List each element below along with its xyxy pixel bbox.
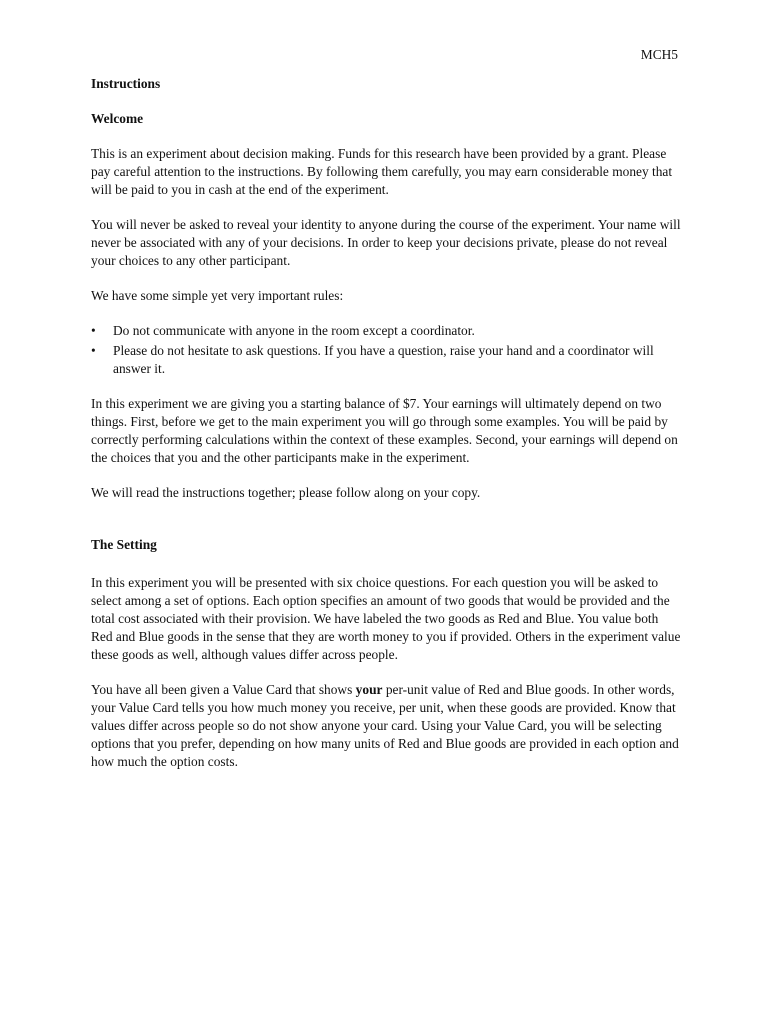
rule-text: Please do not hesitate to ask questions. If you have a question, raise your hand and a coordinator will answer it. — [113, 343, 654, 376]
bullet-icon: • — [91, 343, 96, 358]
value-card-emphasis: your — [355, 682, 383, 697]
document-body — [91, 75, 683, 771]
intro-paragraph: This is an experiment about decision making. Funds for this research have been provided by a grant. Please pay careful attention to the instructions. By following them carefully, you may earn considerable money that will be paid to you in cash at the end of the experiment. — [91, 146, 673, 197]
setting-heading: The Setting — [91, 537, 157, 552]
welcome-heading: Welcome — [91, 111, 144, 126]
read-together-paragraph: We will read the instructions together; please follow along on your copy. — [91, 485, 481, 500]
balance-paragraph: In this experiment we are giving you a starting balance of $7. Your earnings will ultimately depend on two things. First, before we get to the main experiment you will go through some examples. You will be paid by correctly performing calculations within the context of these examples. Second, your earnings will depend on the choices that you and the other participants make in the experiment. — [91, 396, 678, 465]
rule-text: Do not communicate with anyone in the room except a coordinator. — [113, 323, 475, 338]
document-title: Instructions — [91, 76, 161, 91]
document-code: MCH5 — [640, 47, 678, 62]
value-card-text-start: You have all been given a Value Card that shows — [91, 682, 356, 697]
list-item — [91, 342, 683, 378]
value-card-paragraph — [91, 681, 683, 771]
list-item — [91, 322, 683, 340]
rules-list — [91, 322, 683, 378]
value-card-text-end: per-unit value of Red and Blue goods. In other words, your Value Card tells you how much money you receive, per unit, when these goods are provided. Know that values differ across people so do not show anyone your card. Using your Value Card, you will be selecting options that you prefer, depending on how many units of Red and Blue goods are provided in each option and how much the option costs. — [91, 682, 679, 769]
setting-paragraph: In this experiment you will be presented with six choice questions. For each question you will be asked to select among a set of options. Each option specifies an amount of two goods that would be provided and the total cost associated with their provision. We have labeled the two goods as Red and Blue. You value both Red and Blue goods in the sense that they are worth money to you if provided. Others in the experiment value these goods as well, although values differ across people. — [91, 575, 681, 662]
bullet-icon: • — [91, 323, 96, 338]
rules-intro-paragraph: We have some simple yet very important rules: — [91, 288, 344, 303]
identity-paragraph: You will never be asked to reveal your identity to anyone during the course of the experiment. Your name will never be associated with any of your decisions. In order to keep your decisions private, please do not reveal your choices to any other participant. — [91, 217, 681, 268]
